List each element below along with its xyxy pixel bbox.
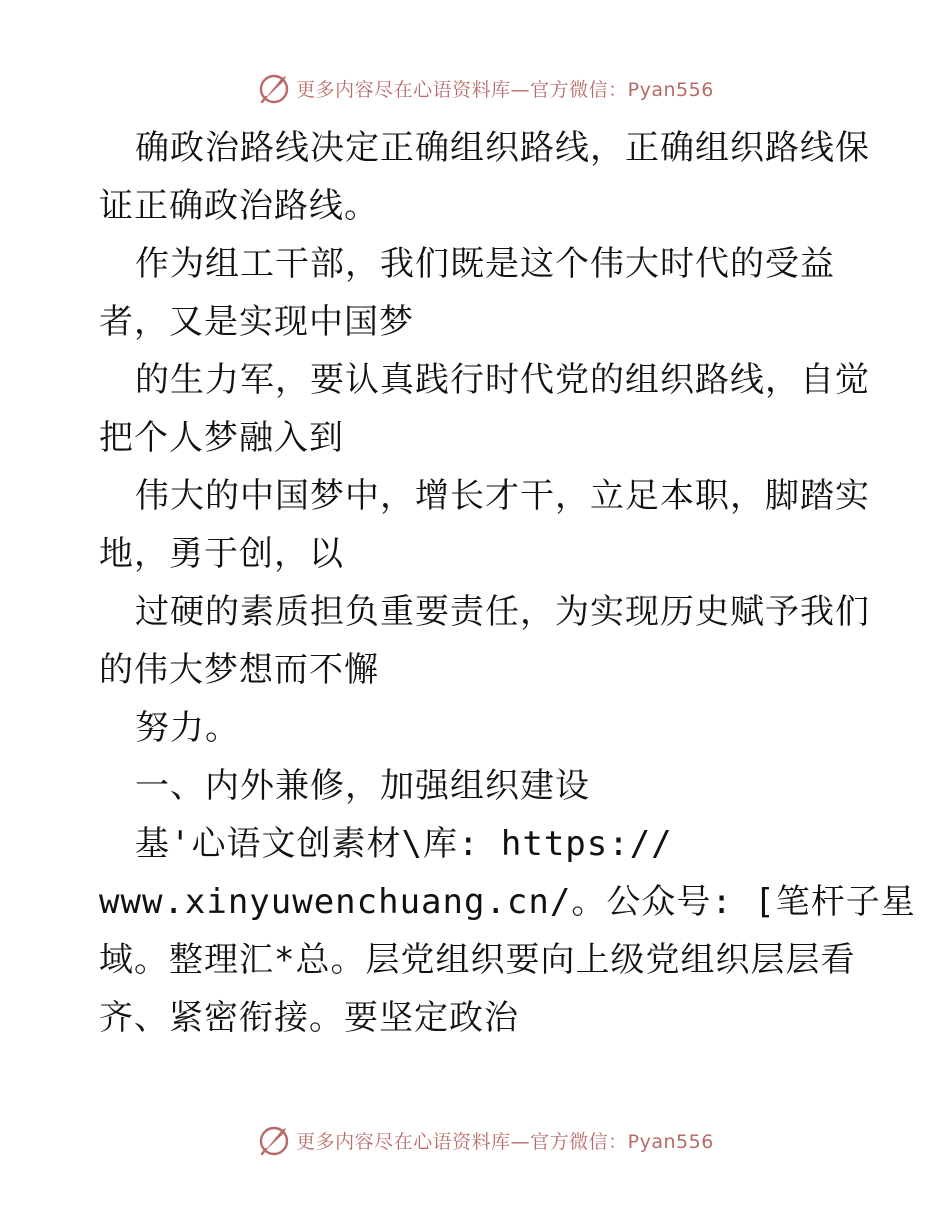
document-body bbox=[99, 119, 916, 1047]
paragraph-line: 者，又是实现中国梦 bbox=[99, 302, 414, 342]
paragraph-line: 基'心语文创素材\库: https:// bbox=[135, 824, 673, 864]
paragraph-line: www.xinyuwenchuang.cn/。公众号: [笔杆子星 bbox=[99, 882, 916, 922]
quill-circle-logo-icon bbox=[256, 70, 292, 106]
watermark-text: 更多内容尽在心语资料库—官方微信：Pyan556 bbox=[296, 78, 714, 101]
paragraph-line: 的生力军，要认真践行时代党的组织路线，自觉 bbox=[135, 360, 870, 400]
quill-circle-logo-icon bbox=[256, 1122, 292, 1158]
paragraph-line: 伟大的中国梦中，增长才干，立足本职，脚踏实 bbox=[135, 476, 870, 516]
paragraph-line: 证正确政治路线。 bbox=[99, 186, 379, 226]
paragraph-line: 一、内外兼修，加强组织建设 bbox=[135, 766, 590, 806]
header-watermark-content bbox=[256, 70, 714, 106]
paragraph-line: 确政治路线决定正确组织路线，正确组织路线保 bbox=[135, 128, 870, 168]
footer-watermark-content bbox=[256, 1122, 714, 1158]
paragraph-line: 域。整理汇*总。层党组织要向上级党组织层层看 bbox=[99, 940, 856, 980]
paragraph-line: 齐、紧密衔接。要坚定政治 bbox=[99, 998, 519, 1038]
footer-watermark-banner bbox=[0, 1120, 950, 1160]
paragraph-line: 努力。 bbox=[135, 708, 240, 748]
paragraph-line: 的伟大梦想而不懈 bbox=[99, 650, 379, 690]
paragraph-line: 把个人梦融入到 bbox=[99, 418, 344, 458]
paragraph-line: 作为组工干部，我们既是这个伟大时代的受益 bbox=[135, 244, 835, 284]
paragraph-line: 过硬的素质担负重要责任，为实现历史赋予我们 bbox=[135, 592, 870, 632]
paragraph-line: 地，勇于创，以 bbox=[99, 534, 344, 574]
watermark-text: 更多内容尽在心语资料库—官方微信：Pyan556 bbox=[296, 1130, 714, 1153]
header-watermark-banner bbox=[0, 68, 950, 108]
